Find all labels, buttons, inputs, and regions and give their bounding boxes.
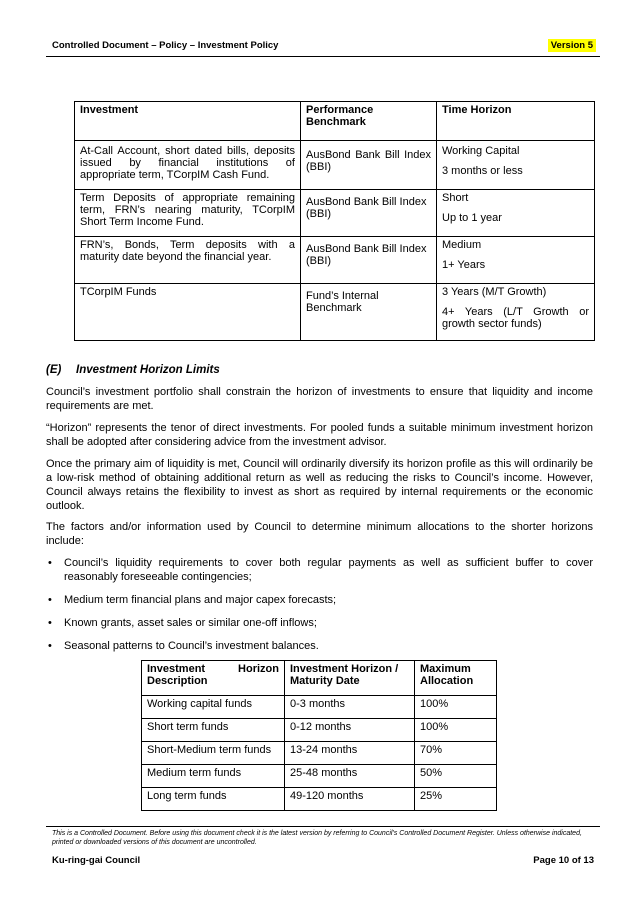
investment-benchmark-table [74, 101, 595, 341]
section-title: Investment Horizon Limits [76, 364, 220, 376]
benchmark-cell [301, 237, 437, 284]
controlled-document-notice: This is a Controlled Document. Before using this document check it is the latest version by referring to Council’s Controlled Document Register. Unless otherwise indicated, printed or downloaded versions of this document are uncontrolled. [52, 830, 582, 846]
benchmark-text: Fund’s Internal Benchmark [306, 290, 379, 314]
benchmark-cell [301, 190, 437, 237]
investment-cell: FRN’s, Bonds, Term deposits with a maturity date beyond the financial year. [75, 237, 301, 284]
table-header-row [142, 661, 497, 696]
column-header-benchmark: Performance Benchmark [301, 102, 437, 141]
list-item [46, 593, 593, 607]
time-horizon-secondary: 4+ Years (L/T Growth or growth sector funds) [442, 306, 589, 330]
column-header-allocation: Maximum Allocation [415, 661, 497, 696]
list-item-text: Medium term financial plans and major capex forecasts; [64, 594, 337, 606]
paragraph-diversification: Once the primary aim of liquidity is met, Council will ordinarily diversify its horizon profile as this will ordinarily be a low-risk method of obtaining additional return as well as reducing the risks to Council’s income. However, Council always retains the flexibility to invest as short as required by internal requirements or the economic outlook. [46, 458, 593, 512]
paragraph-portfolio-constraint: Council’s investment portfolio shall constrain the horizon of investments to ensure that liquidity and income requirements are met. [46, 386, 593, 412]
time-horizon-primary: Short [442, 192, 469, 204]
benchmark-text: AusBond Bank Bill Index (BBI) [306, 149, 431, 173]
column-header-maturity: Investment Horizon / Maturity Date [285, 661, 415, 696]
description-cell: Short term funds [142, 719, 285, 742]
column-header-investment: Investment [75, 102, 301, 141]
paragraph-horizon-definition: “Horizon” represents the tenor of direct investments. For pooled funds a suitable minimum investment horizon shall be adopted after considering advice from the investment advisor. [46, 422, 593, 448]
table-row [142, 788, 497, 811]
description-cell: Medium term funds [142, 765, 285, 788]
benchmark-text: AusBond Bank Bill Index (BBI) [306, 196, 427, 220]
maturity-cell: 13-24 months [285, 742, 415, 765]
time-horizon-secondary: Up to 1 year [442, 212, 502, 224]
time-horizon-cell [437, 190, 595, 237]
maturity-cell: 25-48 months [285, 765, 415, 788]
table-header-row [75, 102, 595, 141]
time-horizon-primary: Working Capital [442, 145, 520, 157]
description-cell: Working capital funds [142, 696, 285, 719]
maturity-cell: 0-12 months [285, 719, 415, 742]
table-row [142, 765, 497, 788]
section-number: (E) [46, 364, 62, 376]
table-row [142, 742, 497, 765]
allocation-cell: 100% [415, 696, 497, 719]
time-horizon-cell [437, 284, 595, 341]
header-divider [46, 56, 600, 57]
investment-cell: Term Deposits of appropriate remaining term, FRN’s nearing maturity, TCorpIM Short Term Income Fund. [75, 190, 301, 237]
list-item [46, 556, 593, 584]
time-horizon-primary: 3 Years (M/T Growth) [442, 286, 547, 298]
version-badge: Version 5 [548, 39, 596, 52]
description-cell: Long term funds [142, 788, 285, 811]
benchmark-text: AusBond Bank Bill Index (BBI) [306, 243, 427, 267]
bullet-symbol: • [48, 640, 52, 652]
horizon-allocation-table [141, 660, 497, 811]
column-header-description: Investment Horizon Description [142, 661, 285, 696]
allocation-cell: 50% [415, 765, 497, 788]
organisation-name: Ku-ring-gai Council [52, 855, 141, 866]
time-horizon-primary: Medium [442, 239, 482, 251]
maturity-cell: 0-3 months [285, 696, 415, 719]
page-header [46, 38, 596, 54]
investment-cell: At-Call Account, short dated bills, deposits issued by financial institutions of appropriate term, TCorpIM Cash Fund. [75, 141, 301, 190]
bullet-symbol: • [48, 617, 52, 629]
time-horizon-cell [437, 141, 595, 190]
maturity-cell: 49-120 months [285, 788, 415, 811]
column-header-time-horizon: Time Horizon [437, 102, 595, 141]
list-item-text: Seasonal patterns to Council’s investment balances. [64, 640, 319, 652]
section-heading [46, 364, 220, 376]
time-horizon-secondary: 3 months or less [442, 165, 523, 177]
time-horizon-secondary: 1+ Years [442, 259, 486, 271]
document-title: Controlled Document – Policy – Investment Policy [52, 40, 279, 51]
footer-divider [46, 826, 600, 827]
list-item [46, 639, 593, 653]
table-row [75, 237, 595, 284]
description-cell: Short-Medium term funds [142, 742, 285, 765]
list-item-text: Known grants, asset sales or similar one-off inflows; [64, 617, 317, 629]
bullet-symbol: • [48, 557, 52, 569]
benchmark-cell [301, 284, 437, 341]
table-row [142, 719, 497, 742]
allocation-cell: 25% [415, 788, 497, 811]
allocation-cell: 70% [415, 742, 497, 765]
time-horizon-cell [437, 237, 595, 284]
allocation-cell: 100% [415, 719, 497, 742]
factors-list [46, 556, 593, 653]
table-row [75, 284, 595, 341]
page-number: Page 10 of 13 [533, 855, 594, 866]
paragraph-allocation-factors: The factors and/or information used by Council to determine minimum allocations to the shorter horizons include: [46, 521, 593, 547]
bullet-symbol: • [48, 594, 52, 606]
table-row [75, 141, 595, 190]
table-row [142, 696, 497, 719]
list-item [46, 616, 593, 630]
investment-cell: TCorpIM Funds [75, 284, 301, 341]
table-row [75, 190, 595, 237]
benchmark-cell [301, 141, 437, 190]
list-item-text: Council’s liquidity requirements to cover both regular payments as well as sufficient buffer to cover reasonably foreseeable contingencies; [64, 557, 593, 583]
